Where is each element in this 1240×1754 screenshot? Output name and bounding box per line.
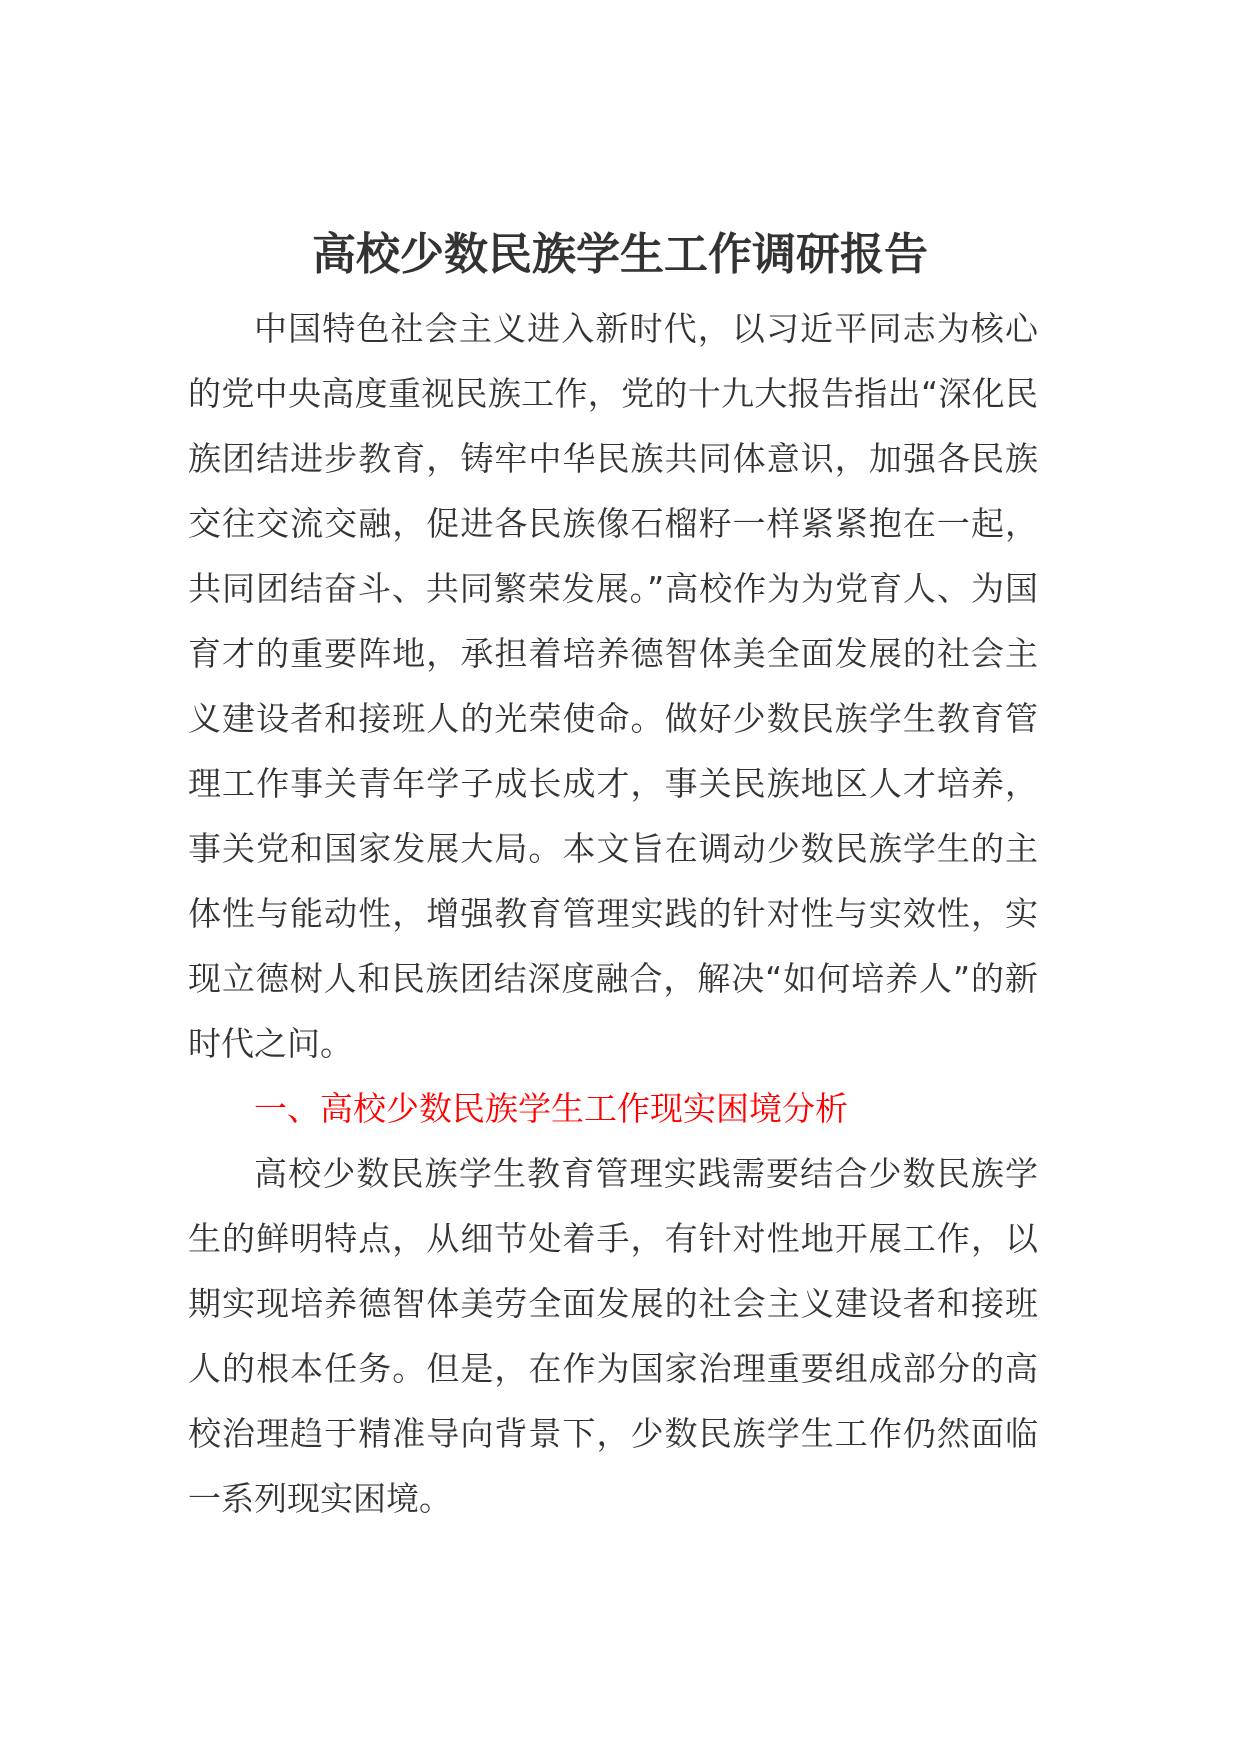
section-paragraph: 高校少数民族学生教育管理实践需要结合少数民族学生的鲜明特点，从细节处着手，有针对性地开展工作，以期实现培养德智体美劳全面发展的社会主义建设者和接班人的根本任务。但是，在作为国家治理重要组成部分的高校治理趋于精准导向背景下，少数民族学生工作仍然面临一系列现实困境。 [188, 1154, 1038, 1518]
intro-paragraph: 中国特色社会主义进入新时代，以习近平同志为核心的党中央高度重视民族工作，党的十九大报告指出“深化民族团结进步教育，铸牢中华民族共同体意识，加强各民族交往交流交融，促进各民族像石榴籽一样紧紧抱在一起，共同团结奋斗、共同繁荣发展。”高校作为为党育人、为国育才的重要阵地，承担着培养德智体美全面发展的社会主义建设者和接班人的光荣使命。做好少数民族学生教育管理工作事关青年学子成长成才，事关民族地区人才培养，事关党和国家发展大局。本文旨在调动少数民族学生的主体性与能动性，增强教育管理实践的针对性与实效性，实现立德树人和民族团结深度融合，解决“如何培养人”的新时代之问。 [188, 309, 1038, 1063]
document-body [188, 296, 1038, 1531]
section-heading: 一、高校少数民族学生工作现实困境分析 [254, 1089, 848, 1128]
document-title: 高校少数民族学生工作调研报告 [312, 229, 928, 281]
